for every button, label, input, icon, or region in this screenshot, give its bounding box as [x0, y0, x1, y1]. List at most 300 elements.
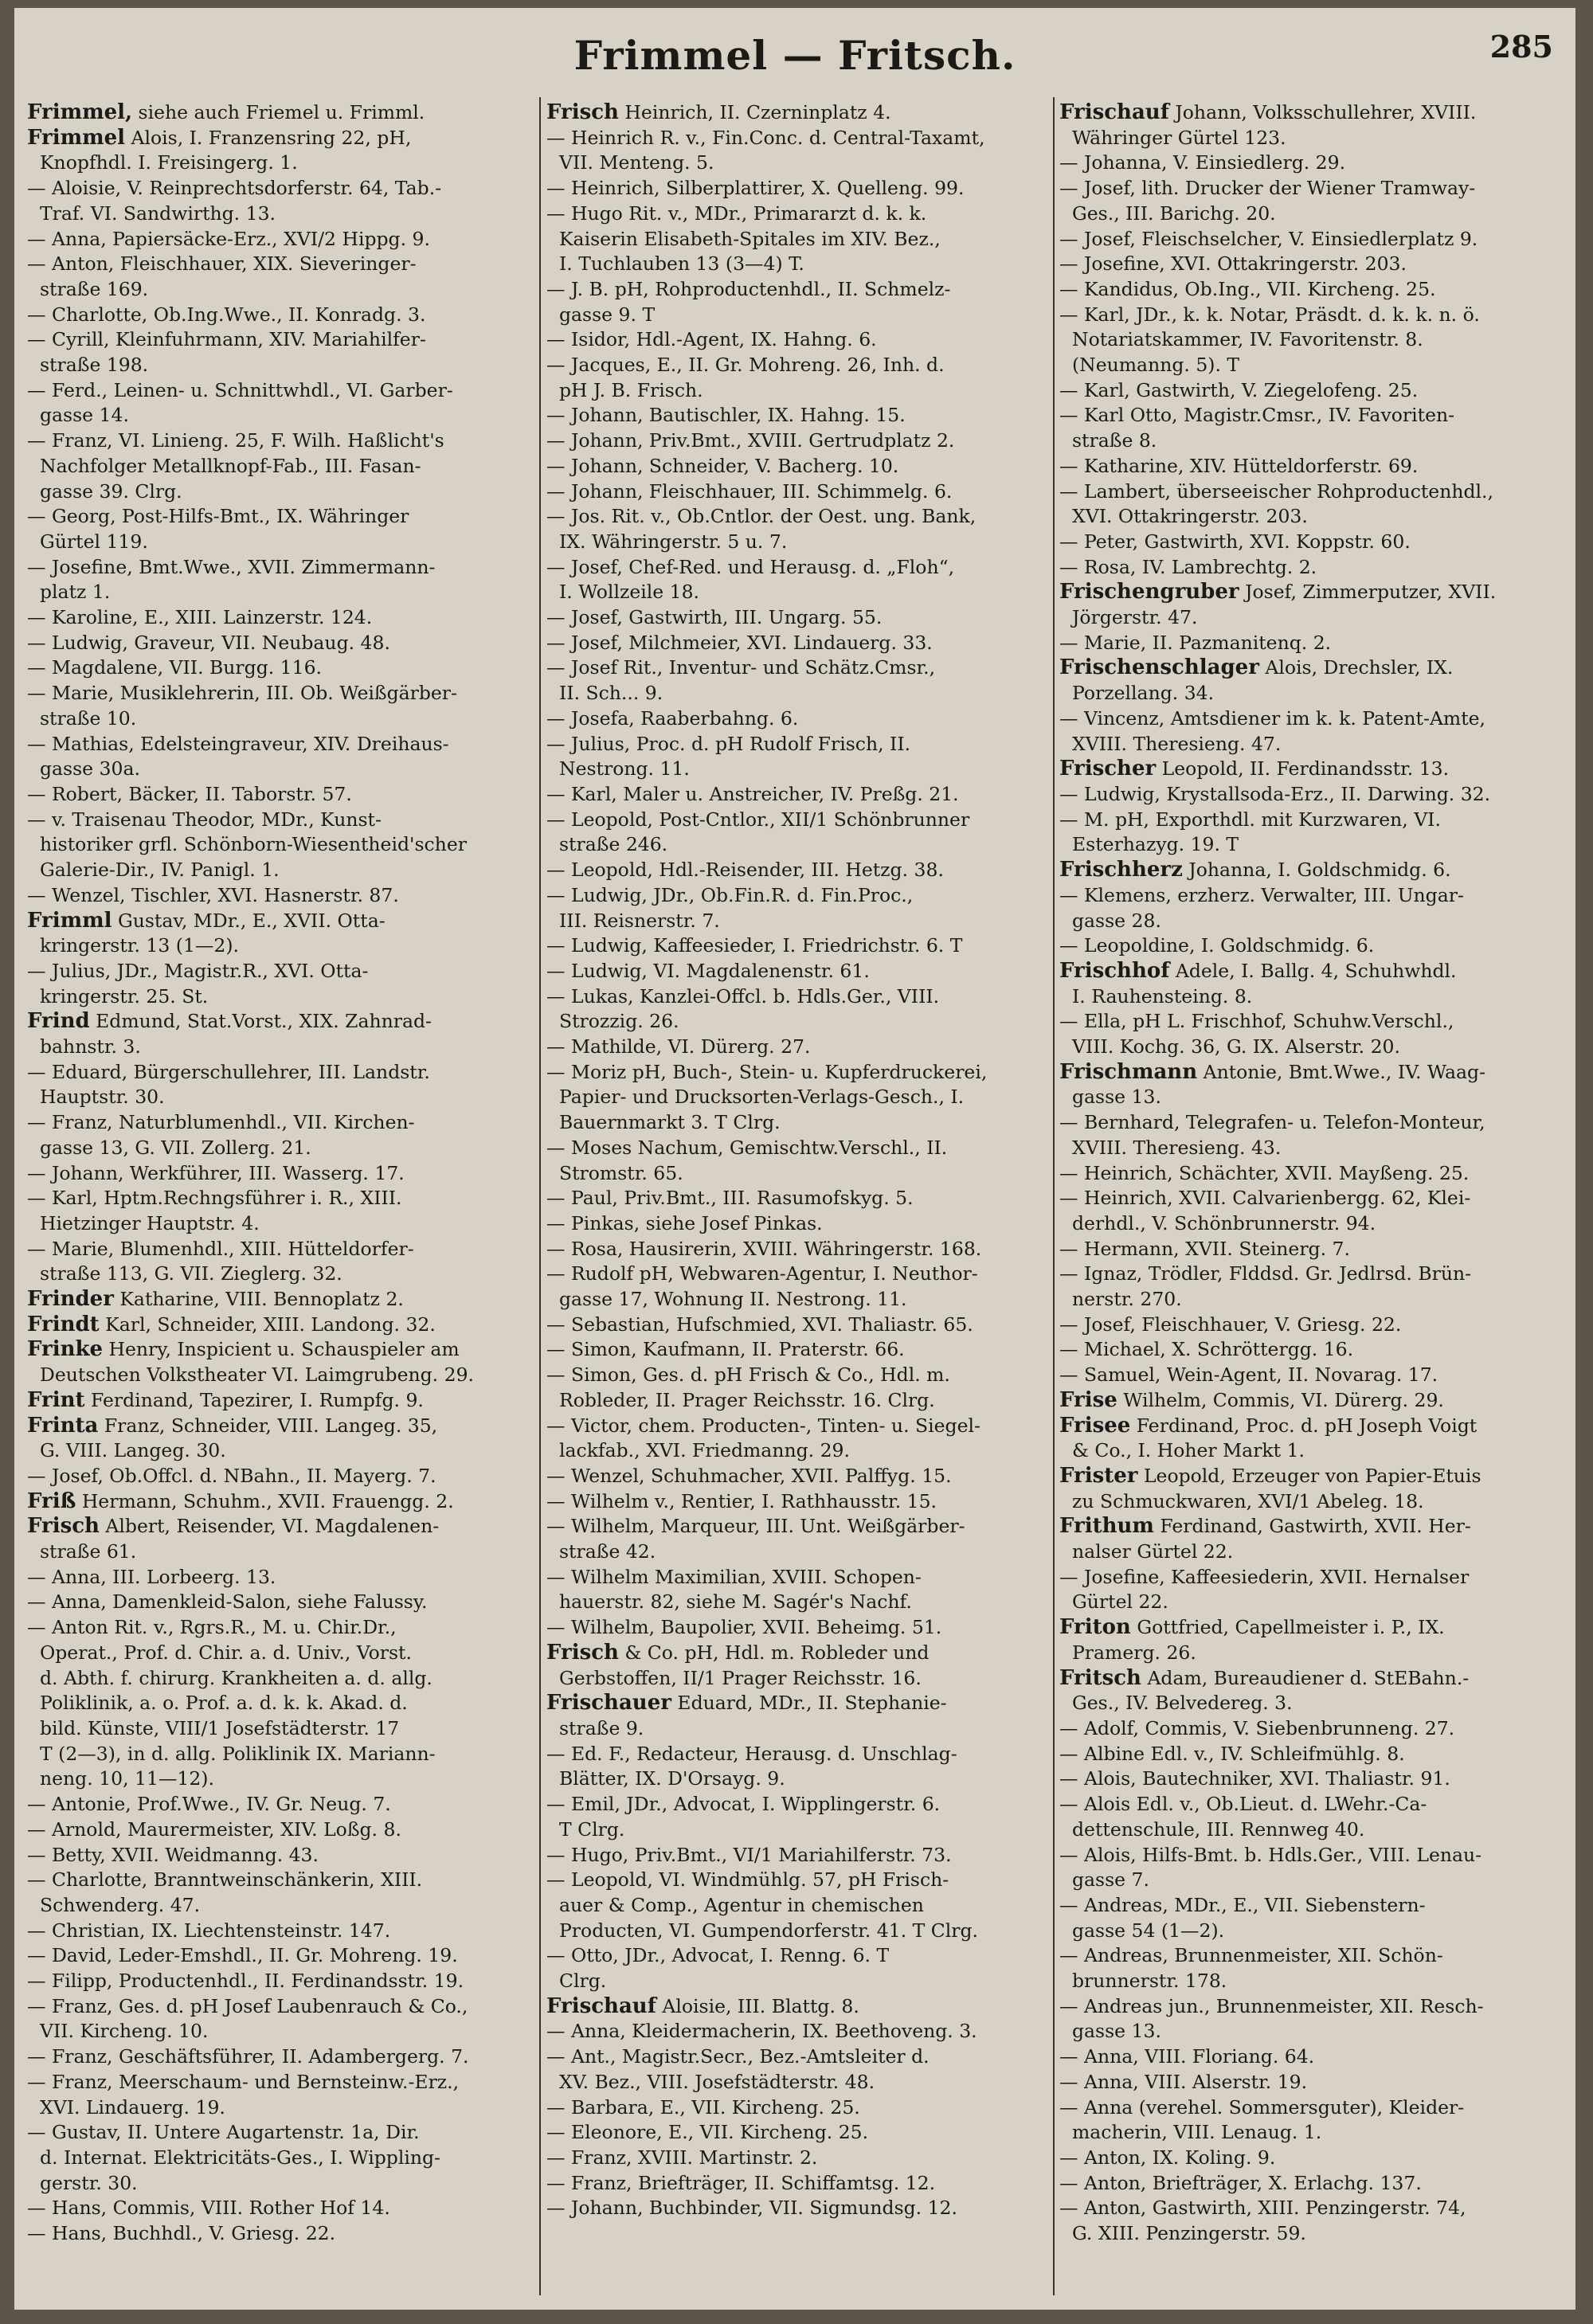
entry-text: gasse 14.: [40, 404, 129, 427]
entry-text: gasse 13, G. VII. Zollerg. 21.: [40, 1136, 311, 1159]
entry-text: kringerstr. 13 (1—2).: [40, 934, 239, 957]
entry-line: [1059, 1919, 1566, 1944]
entry-head-line: [27, 1009, 535, 1035]
entry-line: [1059, 681, 1566, 706]
entry-head-line: [546, 1641, 1048, 1666]
entry-line: [1059, 2095, 1566, 2121]
entry-head-line: [1059, 1514, 1566, 1540]
entry-line: [546, 2146, 1048, 2171]
entry-line: [546, 580, 1048, 605]
entry-line: [27, 151, 535, 176]
entry-text: kringerstr. 25. St.: [40, 984, 209, 1007]
entry-text: — Franz, Geschäftsführer, II. Adambergerg. 7.: [27, 2045, 469, 2068]
entry-line: [1059, 1337, 1566, 1363]
entry-text: Bauernmarkt 3. T Clrg.: [559, 1111, 781, 1134]
entry-text: gasse 39. Clrg.: [40, 479, 182, 503]
entry-text: VIII. Kochg. 36, G. IX. Alserstr. 20.: [1072, 1035, 1400, 1058]
entry-line: [27, 2044, 535, 2070]
entry-text: — Andreas, MDr., E., VII. Siebenstern-: [1059, 1893, 1426, 1916]
entry-line: [1059, 1792, 1566, 1817]
entry-text: Gustav, MDr., E., XVII. Otta-: [112, 909, 386, 932]
entry-line: [1059, 732, 1566, 757]
entry-line: [27, 1590, 535, 1615]
column-middle: [546, 100, 1048, 2299]
entry-line: [1059, 883, 1566, 909]
entry-line: [27, 681, 535, 706]
entry-text: IX. Währingerstr. 5 u. 7.: [559, 530, 788, 553]
entry-text: — Charlotte, Ob.Ing.Wwe., II. Konradg. 3.: [27, 303, 426, 326]
entry-line: [546, 631, 1048, 656]
entry-text: Gerbstoffen, II/1 Prager Reichsstr. 16.: [559, 1666, 922, 1689]
entry-text: Leopold, II. Ferdinandsstr. 13.: [1156, 757, 1450, 781]
entry-text: gerstr. 30.: [40, 2171, 138, 2194]
entry-text: — Leopold, VI. Windmühlg. 57, pH Frisch-: [546, 1868, 949, 1892]
entry-text: — Johann, Buchbinder, VII. Sigmundsg. 12.: [546, 2197, 957, 2220]
entry-text: — Bernhard, Telegrafen- u. Telefon-Monteur,: [1059, 1111, 1485, 1134]
entry-line: [1059, 1893, 1566, 1919]
entry-line: [27, 327, 535, 353]
entry-text: — Eleonore, E., VII. Kircheng. 25.: [546, 2121, 869, 2144]
entry-line: [1059, 176, 1566, 201]
entry-text: Ges., IV. Belvedereg. 3.: [1072, 1692, 1293, 1715]
running-title: Frimmel — Fritsch.: [573, 32, 1016, 79]
entry-text: — Julius, Proc. d. pH Rudolf Frisch, II.: [546, 732, 911, 755]
entry-line: [546, 1615, 1048, 1641]
entry-text: — Mathilde, VI. Dürerg. 27.: [546, 1035, 811, 1058]
entry-text: Adele, I. Ballg. 4, Schuhwhdl.: [1169, 959, 1457, 982]
entry-line: [546, 2171, 1048, 2197]
entry-text: straße 9.: [559, 1717, 644, 1739]
entry-line: [546, 303, 1048, 328]
entry-head-line: [27, 909, 535, 934]
entry-line: [546, 1060, 1048, 1086]
entry-text: Strozzig. 26.: [559, 1010, 679, 1033]
entry-line: [1059, 1211, 1566, 1237]
entry-line: [1059, 1868, 1566, 1893]
entry-text: G. XIII. Penzingerstr. 59.: [1072, 2222, 1306, 2245]
entry-text: — Samuel, Wein-Agent, II. Novarag. 17.: [1059, 1363, 1438, 1387]
entry-line: [1059, 1766, 1566, 1792]
entry-text: gasse 17, Wohnung II. Nestrong. 11.: [559, 1288, 907, 1311]
entry-text: lackfab., XVI. Friedmanng. 29.: [559, 1439, 850, 1462]
entry-line: [546, 2095, 1048, 2121]
entry-text: — Robert, Bäcker, II. Taborstr. 57.: [27, 782, 352, 805]
entry-text: straße 113, G. VII. Zieglerg. 32.: [40, 1262, 342, 1285]
surname-heading: Fritsch: [1059, 1665, 1141, 1690]
entry-line: [27, 1766, 535, 1792]
entry-head-line: [27, 1489, 535, 1515]
entry-text: Karl, Schneider, XIII. Landong. 32.: [99, 1313, 436, 1336]
entry-text: — Aloisie, V. Reinprechtsdorferstr. 64, Tab.-: [27, 177, 442, 200]
entry-line: [1059, 201, 1566, 227]
entry-text: gasse 28.: [1072, 909, 1161, 932]
entry-line: [546, 504, 1048, 530]
entry-text: auer & Comp., Agentur in chemischen: [559, 1893, 924, 1916]
entry-line: [546, 1287, 1048, 1313]
entry-line: [1059, 1085, 1566, 1110]
entry-text: neng. 10, 11—12).: [40, 1767, 214, 1790]
entry-text: Ferdinand, Tapezirer, I. Rumpfg. 9.: [84, 1388, 424, 1411]
entry-head-line: [27, 1337, 535, 1363]
entry-line: [27, 1691, 535, 1716]
entry-text: — Heinrich, XVII. Calvarienbergg. 62, Klei-: [1059, 1187, 1471, 1210]
entry-text: Johann, Volksschullehrer, XVIII.: [1168, 101, 1477, 123]
entry-line: [546, 2120, 1048, 2146]
entry-text: — Josef, Gastwirth, III. Ungarg. 55.: [546, 606, 883, 629]
entry-line: [27, 1438, 535, 1464]
entry-text: III. Reisnerstr. 7.: [559, 909, 720, 932]
surname-heading: Friß: [27, 1489, 76, 1513]
entry-line: [546, 1237, 1048, 1262]
entry-line: [1059, 1161, 1566, 1187]
entry-line: [1059, 1843, 1566, 1868]
entry-line: [546, 454, 1048, 479]
entry-line: [546, 858, 1048, 883]
entry-text: — Jacques, E., II. Gr. Mohreng. 26, Inh. d.: [546, 354, 945, 377]
entry-line: [1059, 454, 1566, 479]
entry-text: straße 198.: [40, 354, 149, 377]
entry-text: — Emil, JDr., Advocat, I. Wipplingerstr. 6.: [546, 1793, 941, 1816]
entry-text: — v. Traisenau Theodor, MDr., Kunst-: [27, 808, 382, 831]
entry-text: — Johann, Priv.Bmt., XVIII. Gertrudplatz 2.: [546, 429, 955, 452]
entry-line: [1059, 782, 1566, 808]
surname-heading: Frister: [1059, 1463, 1138, 1488]
entry-line: [1059, 2146, 1566, 2171]
entry-head-line: [27, 1313, 535, 1338]
entry-line: [1059, 2019, 1566, 2044]
entry-line: [546, 1388, 1048, 1414]
surname-heading: Frischauf: [1059, 100, 1169, 124]
entry-text: Stromstr. 65.: [559, 1161, 683, 1184]
entry-line: [1059, 909, 1566, 934]
entry-line: [27, 1262, 535, 1287]
surname-heading: Frind: [27, 1009, 90, 1034]
entry-text: — Hermann, XVII. Steinerg. 7.: [1059, 1237, 1350, 1260]
entry-text: Albert, Reisender, VI. Magdalenen-: [99, 1515, 440, 1538]
entry-text: — Eduard, Bürgerschullehrer, III. Landstr.: [27, 1060, 430, 1083]
entry-text: — Sebastian, Hufschmied, XVI. Thaliastr. 65.: [546, 1313, 973, 1336]
entry-text: II. Sch... 9.: [559, 682, 663, 705]
entry-text: — Ignaz, Trödler, Flddsd. Gr. Jedlrsd. Brün-: [1059, 1262, 1472, 1285]
entry-text: — Johann, Fleischhauer, III. Schimmelg. 6.: [546, 479, 953, 503]
entry-text: — Wilhelm, Baupolier, XVII. Beheimg. 51.: [546, 1616, 942, 1639]
entry-line: [546, 984, 1048, 1010]
entry-text: — Charlotte, Branntweinschänkerin, XIII.: [27, 1868, 423, 1892]
entry-line: [27, 808, 535, 833]
entry-text: — Karoline, E., XIII. Lainzerstr. 124.: [27, 606, 373, 629]
entry-text: nalser Gürtel 22.: [1072, 1540, 1234, 1563]
entry-text: — Anna, Papiersäcke-Erz., XVI/2 Hippg. 9.: [27, 227, 430, 250]
entry-line: [546, 252, 1048, 277]
entry-line: [27, 454, 535, 479]
entry-text: & Co. pH, Hdl. m. Robleder und: [618, 1641, 930, 1664]
entry-head-line: [1059, 1666, 1566, 1692]
entry-text: & Co., I. Hoher Markt 1.: [1072, 1439, 1305, 1462]
entry-line: [546, 2070, 1048, 2095]
surname-heading: Frinke: [27, 1337, 104, 1362]
entry-line: [546, 1943, 1048, 1969]
surname-heading: Frischauer: [546, 1691, 671, 1716]
entry-line: [546, 2196, 1048, 2221]
entry-line: [27, 1666, 535, 1692]
entry-line: [546, 1716, 1048, 1742]
entry-text: — Gustav, II. Untere Augartenstr. 1a, Dir.: [27, 2121, 420, 2144]
entry-line: [27, 1742, 535, 1767]
entry-line: [546, 1766, 1048, 1792]
entry-line: [1059, 151, 1566, 176]
entry-text: — Ludwig, Krystallsoda-Erz., II. Darwing. 32.: [1059, 782, 1491, 805]
surname-heading: Frischengruber: [1059, 580, 1239, 604]
entry-head-line: [546, 1691, 1048, 1716]
entry-text: — Marie, Musiklehrerin, III. Ob. Weißgärber-: [27, 682, 457, 705]
entry-text: nerstr. 270.: [1072, 1288, 1182, 1311]
entry-text: — Anna, III. Lorbeerg. 13.: [27, 1565, 276, 1588]
entry-text: — Wenzel, Tischler, XVI. Hasnerstr. 87.: [27, 883, 399, 906]
entry-line: [1059, 1035, 1566, 1060]
entry-text: straße 8.: [1072, 429, 1157, 452]
entry-text: — Josefine, XVI. Ottakringerstr. 203.: [1059, 252, 1407, 276]
entry-line: [546, 530, 1048, 555]
entry-line: [1059, 1136, 1566, 1161]
entry-line: [546, 1540, 1048, 1565]
entry-line: [546, 1009, 1048, 1035]
entry-line: [1059, 252, 1566, 277]
entry-line: [1059, 126, 1566, 151]
surname-heading: Frimmel,: [27, 100, 133, 124]
entry-text: — Anna (verehel. Sommersguter), Kleider-: [1059, 2095, 1465, 2119]
entry-line: [1059, 227, 1566, 252]
entry-head-line: [1059, 757, 1566, 782]
entry-line: [1059, 1943, 1566, 1969]
entry-line: [1059, 1287, 1566, 1313]
entry-text: — Arnold, Maurermeister, XIV. Loßg. 8.: [27, 1817, 401, 1841]
directory-page: [14, 8, 1575, 2310]
entry-text: Hietzinger Hauptstr. 4.: [40, 1211, 260, 1234]
entry-text: — Ant., Magistr.Secr., Bez.-Amtsleiter d.: [546, 2045, 930, 2068]
entry-text: macherin, VIII. Lenaug. 1.: [1072, 2121, 1322, 2144]
entry-line: [1059, 2196, 1566, 2221]
entry-line: [27, 277, 535, 303]
surname-heading: Frischer: [1059, 757, 1157, 781]
entry-line: [546, 277, 1048, 303]
entry-text: platz 1.: [40, 581, 111, 604]
entry-text: (Neumanng. 5). T: [1072, 354, 1240, 377]
entry-line: [27, 706, 535, 732]
entry-line: [1059, 1691, 1566, 1716]
entry-text: Antonie, Bmt.Wwe., IV. Waag-: [1197, 1060, 1486, 1083]
entry-text: — Ludwig, Graveur, VII. Neubaug. 48.: [27, 631, 390, 654]
entry-text: — M. pH, Exporthdl. mit Kurzwaren, VI.: [1059, 808, 1441, 831]
entry-line: [546, 808, 1048, 833]
entry-line: [27, 2070, 535, 2095]
surname-heading: Frisch: [546, 100, 619, 124]
entry-text: VII. Menteng. 5.: [559, 151, 714, 174]
entry-text: Nestrong. 11.: [559, 757, 690, 781]
entry-line: [27, 2120, 535, 2146]
entry-text: G. VIII. Langeg. 30.: [40, 1439, 226, 1462]
entry-line: [27, 631, 535, 656]
entry-line: [27, 1211, 535, 1237]
entry-line: [1059, 504, 1566, 530]
entry-line: [27, 479, 535, 505]
entry-text: straße 169.: [40, 277, 149, 300]
entry-text: — Wilhelm Maximilian, XVIII. Schopen-: [546, 1565, 922, 1588]
entry-text: Galerie-Dir., IV. Panigl. 1.: [40, 859, 280, 882]
entry-text: — Heinrich, Schächter, XVII. Mayßeng. 25.: [1059, 1161, 1470, 1184]
entry-text: — Moses Nachum, Gemischtw.Verschl., II.: [546, 1136, 948, 1159]
entry-text: Alois, Drechsler, IX.: [1258, 656, 1454, 679]
entry-text: — Marie, Blumenhdl., XIII. Hütteldorfer-: [27, 1237, 414, 1260]
entry-line: [1059, 1565, 1566, 1590]
entry-line: [546, 1742, 1048, 1767]
entry-line: [1059, 933, 1566, 959]
entry-text: I. Wollzeile 18.: [559, 581, 700, 604]
entry-line: [546, 959, 1048, 984]
entry-text: gasse 13.: [1072, 1086, 1161, 1109]
entry-text: hauerstr. 82, siehe M. Sagér's Nachf.: [559, 1590, 912, 1614]
entry-line: [27, 959, 535, 984]
entry-text: — Antonie, Prof.Wwe., IV. Gr. Neug. 7.: [27, 1793, 391, 1816]
entry-text: XVI. Ottakringerstr. 203.: [1072, 505, 1308, 528]
entry-text: — Leopoldine, I. Goldschmidg. 6.: [1059, 934, 1375, 957]
entry-text: Kaiserin Elisabeth-Spitales im XIV. Bez.,: [559, 227, 941, 250]
entry-text: — Andreas, Brunnenmeister, XII. Schön-: [1059, 1944, 1443, 1967]
entry-line: [27, 858, 535, 883]
entry-line: [1059, 605, 1566, 631]
entry-line: [546, 706, 1048, 732]
entry-line: [27, 2146, 535, 2171]
entry-line: [546, 883, 1048, 909]
entry-text: — Vincenz, Amtsdiener im k. k. Patent-Amte,: [1059, 706, 1486, 730]
entry-text: — Johann, Bautischler, IX. Hahng. 15.: [546, 404, 906, 427]
entry-text: — Franz, VI. Linieng. 25, F. Wilh. Haßlicht's: [27, 429, 444, 452]
entry-text: Poliklinik, a. o. Prof. a. d. k. k. Akad. d.: [40, 1692, 408, 1715]
entry-line: [546, 1893, 1048, 1919]
entry-line: [27, 1994, 535, 2020]
entry-line: [27, 428, 535, 454]
entry-text: — Kandidus, Ob.Ing., VII. Kircheng. 25.: [1059, 277, 1436, 300]
entry-line: [1059, 1742, 1566, 1767]
entry-line: [1059, 1817, 1566, 1843]
entry-line: [27, 1943, 535, 1969]
entry-text: — Anna, VIII. Alserstr. 19.: [1059, 2070, 1308, 2093]
entry-text: — Adolf, Commis, V. Siebenbrunneng. 27.: [1059, 1717, 1455, 1739]
entry-text: — Karl, Hptm.Rechngsführer i. R., XIII.: [27, 1187, 402, 1210]
entry-line: [546, 933, 1048, 959]
entry-line: [27, 1565, 535, 1590]
entry-text: — Pinkas, siehe Josef Pinkas.: [546, 1211, 823, 1234]
surname-heading: Frimmel: [27, 125, 126, 150]
entry-text: — Heinrich R. v., Fin.Conc. d. Central-Taxamt,: [546, 126, 985, 149]
entry-text: — Josefine, Kaffeesiederin, XVII. Hernalser: [1059, 1565, 1470, 1588]
entry-text: historiker grfl. Schönborn-Wiesentheid'scher: [40, 833, 467, 856]
entry-text: Robleder, II. Prager Reichsstr. 16. Clrg.: [559, 1388, 935, 1411]
entry-line: [1059, 2070, 1566, 2095]
entry-line: [546, 1161, 1048, 1187]
entry-line: [1059, 403, 1566, 428]
entry-text: — J. B. pH, Rohproductenhdl., II. Schmelz-: [546, 277, 951, 300]
entry-text: XV. Bez., VIII. Josefstädterstr. 48.: [559, 2070, 875, 2093]
entry-text: gasse 13.: [1072, 2020, 1161, 2043]
entry-text: — Josef, Chef-Red. und Herausg. d. „Floh“,: [546, 555, 955, 578]
entry-line: [1059, 1716, 1566, 1742]
entry-text: Ferdinand, Proc. d. pH Joseph Voigt: [1130, 1414, 1478, 1437]
entry-text: straße 42.: [559, 1540, 656, 1563]
entry-text: — Wenzel, Schuhmacher, XVII. Palffyg. 15.: [546, 1464, 952, 1487]
entry-text: dettenschule, III. Rennweg 40.: [1072, 1817, 1365, 1841]
surname-heading: Frinta: [27, 1413, 99, 1438]
entry-line: [27, 378, 535, 404]
entry-text: Nachfolger Metallknopf-Fab., III. Fasan-: [40, 454, 421, 477]
entry-text: — Simon, Ges. d. pH Frisch & Co., Hdl. m.: [546, 1363, 950, 1387]
entry-text: — Karl, Gastwirth, V. Ziegelofeng. 25.: [1059, 378, 1419, 401]
entry-line: [27, 227, 535, 252]
surname-heading: Frisee: [1059, 1413, 1131, 1438]
entry-head-line: [1059, 1060, 1566, 1086]
surname-heading: Frint: [27, 1387, 85, 1412]
entry-line: [1059, 1110, 1566, 1136]
entry-line: [27, 782, 535, 808]
entry-line: [546, 1565, 1048, 1590]
entry-text: — Anton, Briefträger, X. Erlachg. 137.: [1059, 2171, 1422, 2194]
entry-line: [27, 2019, 535, 2044]
entry-line: [27, 1110, 535, 1136]
entry-text: siehe auch Friemel u. Frimml.: [132, 101, 425, 123]
entry-text: gasse 9. T: [559, 303, 656, 326]
entry-head-line: [1059, 959, 1566, 984]
entry-line: [27, 1615, 535, 1641]
entry-line: [546, 1211, 1048, 1237]
entry-line: [546, 201, 1048, 227]
entry-line: [546, 732, 1048, 757]
entry-text: — Katharine, XIV. Hütteldorferstr. 69.: [1059, 454, 1419, 477]
entry-text: — Josefa, Raaberbahng. 6.: [546, 706, 799, 730]
entry-line: [27, 1792, 535, 1817]
entry-text: — Moriz pH, Buch-, Stein- u. Kupferdruckerei,: [546, 1060, 988, 1083]
entry-head-line: [27, 1388, 535, 1414]
entry-text: — Ludwig, VI. Magdalenenstr. 61.: [546, 959, 870, 982]
entry-line: [546, 655, 1048, 681]
entry-text: Aloisie, III. Blattg. 8.: [656, 1994, 859, 2017]
entry-text: Producten, VI. Gumpendorferstr. 41. T Clrg.: [559, 1919, 979, 1942]
entry-line: [27, 1540, 535, 1565]
entry-text: pH J. B. Frisch.: [559, 378, 703, 401]
entry-line: [27, 176, 535, 201]
entry-head-line: [1059, 1615, 1566, 1641]
entry-line: [1059, 1641, 1566, 1666]
entry-line: [1059, 706, 1566, 732]
entry-line: [546, 176, 1048, 201]
surname-heading: Frisch: [546, 1640, 619, 1665]
entry-line: [546, 479, 1048, 505]
entry-text: Operat., Prof. d. Chir. a. d. Univ., Vorst.: [40, 1641, 412, 1664]
entry-text: — David, Leder-Emshdl., II. Gr. Mohreng. 19.: [27, 1944, 458, 1967]
surname-heading: Frischherz: [1059, 858, 1183, 882]
entry-line: [546, 832, 1048, 858]
entry-text: — Magdalene, VII. Burgg. 116.: [27, 656, 323, 679]
entry-line: [546, 1035, 1048, 1060]
entry-text: Porzellang. 34.: [1072, 682, 1215, 705]
entry-line: [546, 2044, 1048, 2070]
entry-text: — Marie, II. Pazmanitenq. 2.: [1059, 631, 1332, 654]
entry-line: [546, 1110, 1048, 1136]
entry-text: — Barbara, E., VII. Kircheng. 25.: [546, 2095, 860, 2119]
entry-head-line: [27, 1514, 535, 1540]
entry-text: Eduard, MDr., II. Stephanie-: [671, 1692, 947, 1715]
entry-head-line: [1059, 580, 1566, 605]
entry-line: [27, 2196, 535, 2221]
entry-line: [27, 504, 535, 530]
